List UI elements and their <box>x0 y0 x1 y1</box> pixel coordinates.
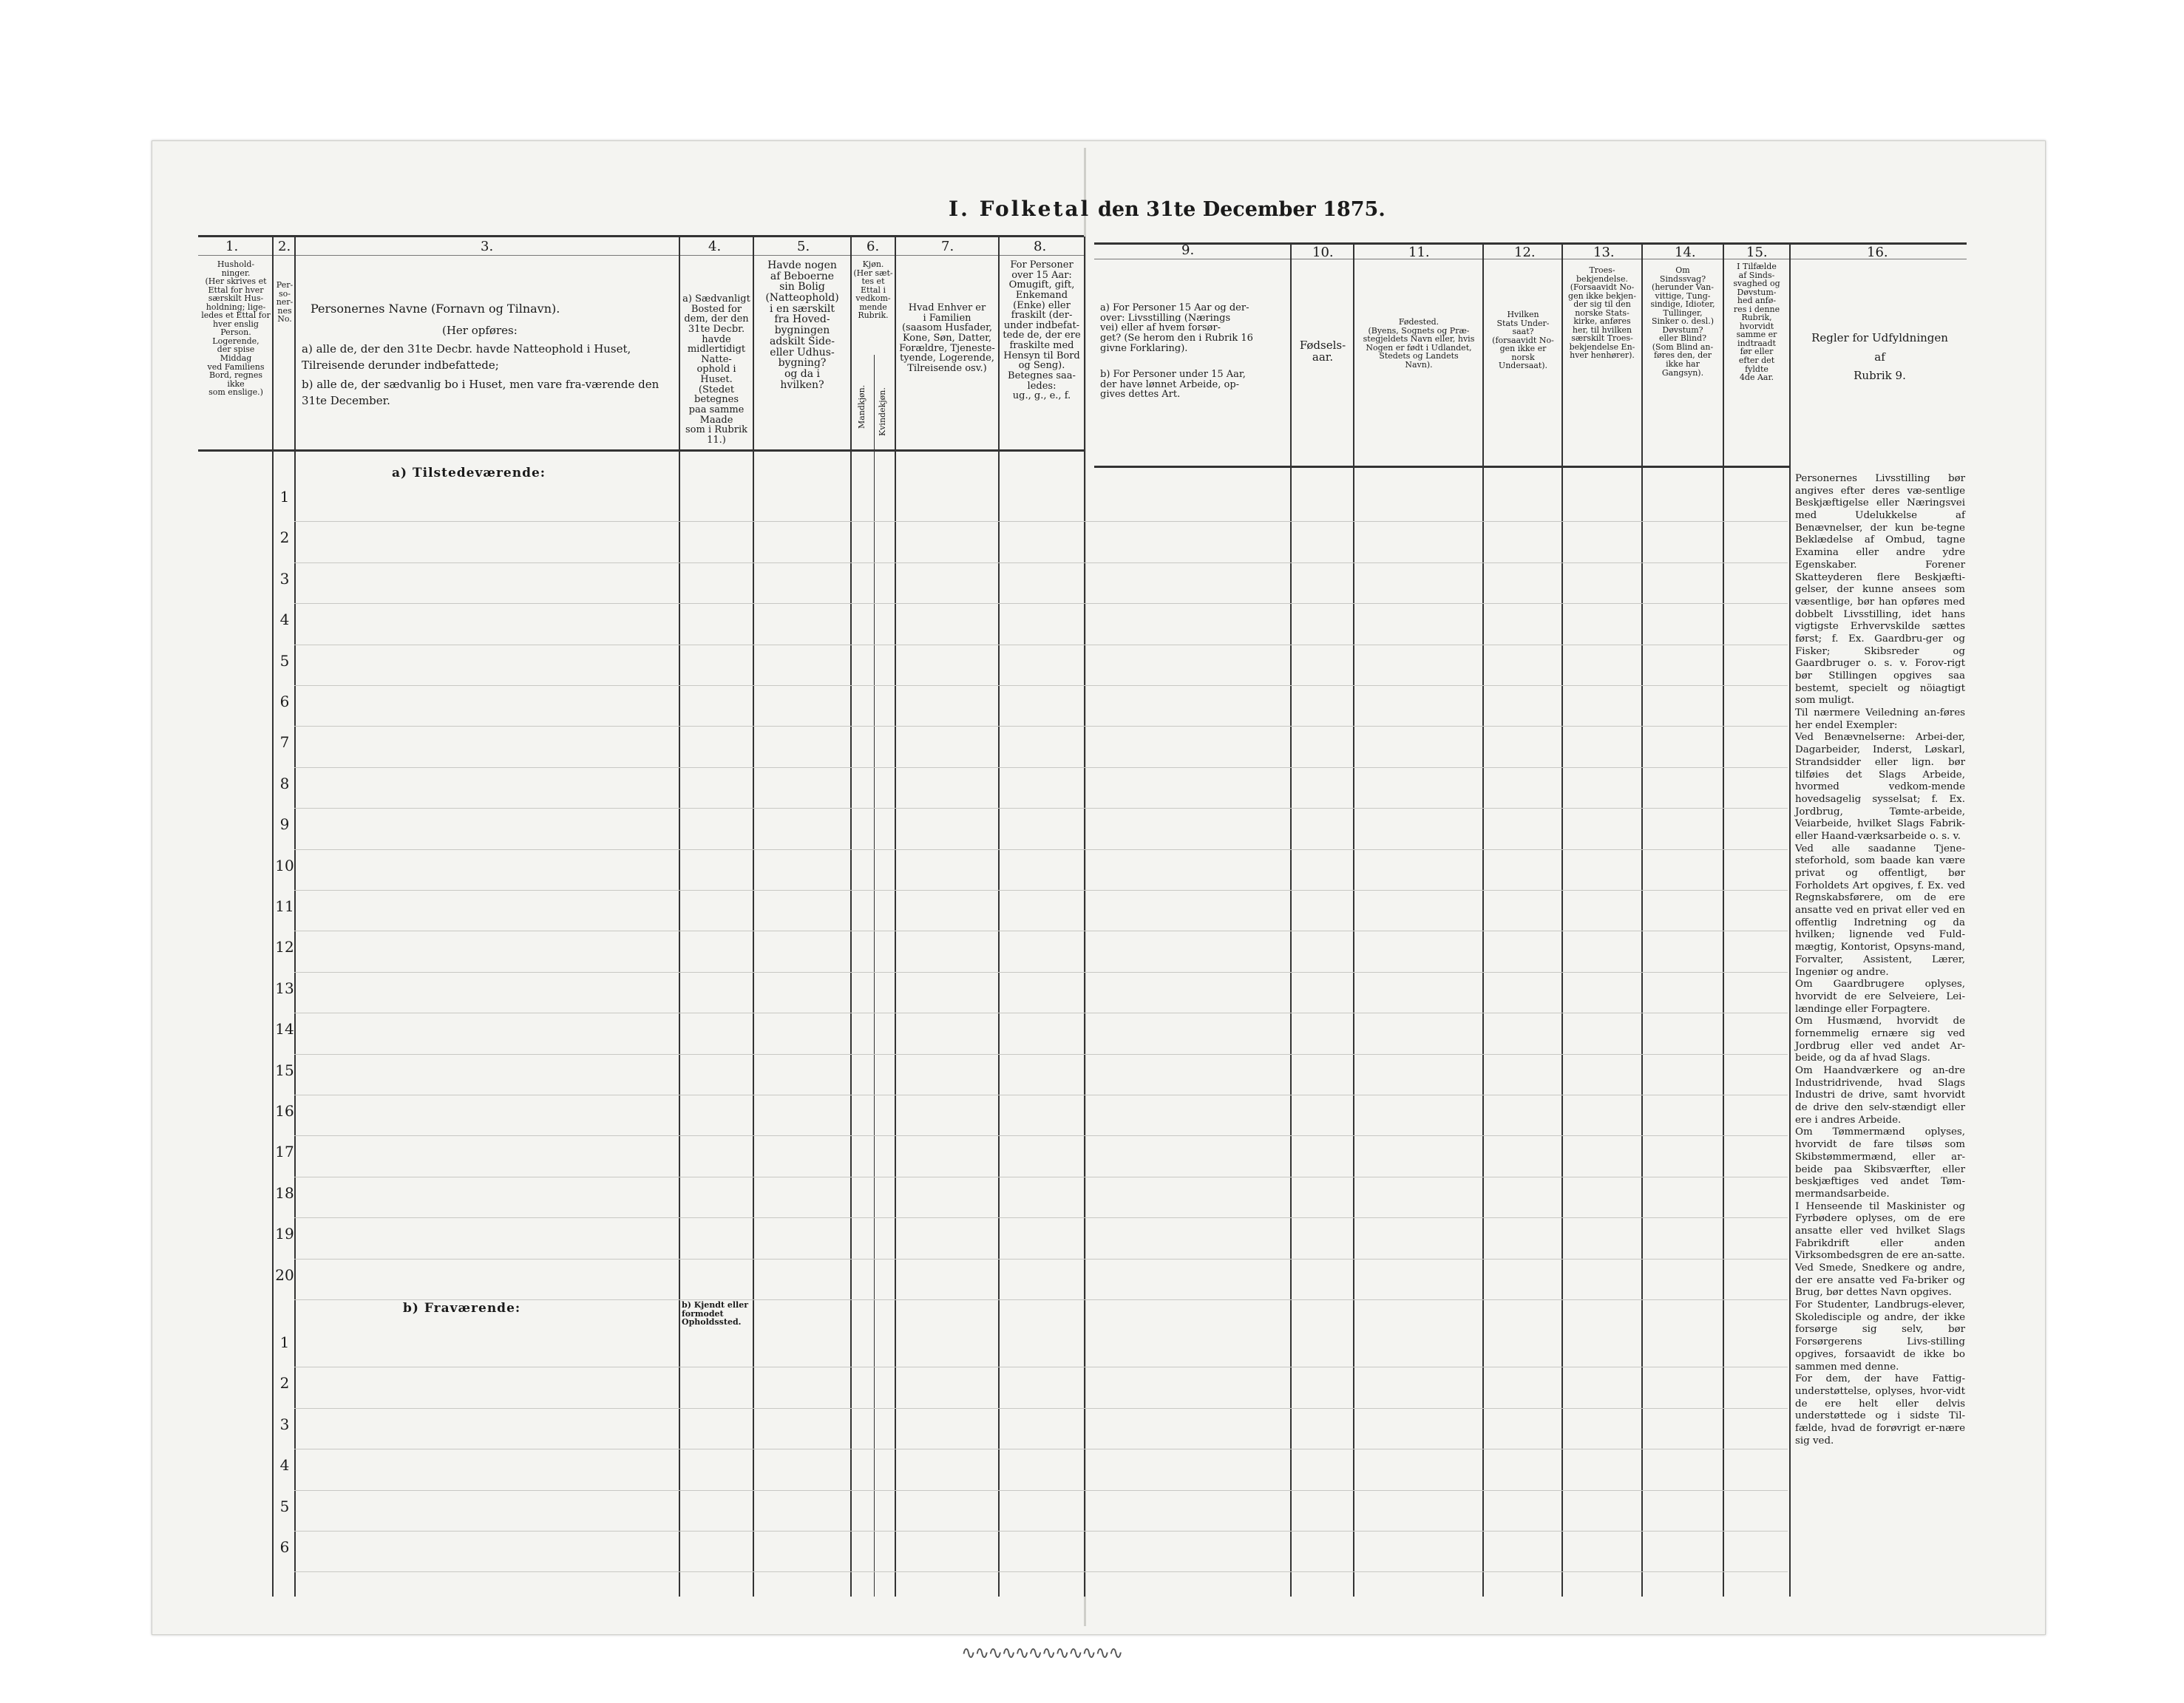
col-num-13: 13. <box>1593 245 1615 260</box>
present-row-number: 10 <box>275 856 294 874</box>
col-divider-15 <box>1789 244 1791 1597</box>
present-row-number: 13 <box>275 979 294 997</box>
col-num-3: 3. <box>481 239 494 254</box>
absent-row-number: 5 <box>279 1497 290 1515</box>
header-usual-residence: a) Sædvanligt Bosted for dem, der den 31te Decbr. havde midlertidigt Natte- ophold i Huset. (Stedet betegnes paa samme Maade som i Rubrik 11.) <box>682 293 750 446</box>
col-num-16: 16. <box>1867 245 1888 260</box>
col-number-rule-left <box>198 255 1084 256</box>
present-row-number: 4 <box>279 611 290 629</box>
absent-location-header: b) Kjendt eller formodet Opholdssted. <box>682 1300 749 1328</box>
col-num-8: 8. <box>1034 239 1047 254</box>
header-names-a: a) alle de, der den 31te Decbr. havde Natteophold i Huset, Tilreisende derunder indbefattede; <box>302 342 631 372</box>
col-num-14: 14. <box>1675 245 1696 260</box>
present-row-number: 12 <box>275 938 294 956</box>
present-row-number: 5 <box>279 651 290 670</box>
absent-row-number: 3 <box>279 1415 290 1433</box>
form-title-prefix: I. Folketal <box>949 197 1091 221</box>
present-row-rule <box>294 726 1788 727</box>
header-sex-male: Mandkjøn. <box>857 384 867 429</box>
col-num-1: 1. <box>225 239 239 254</box>
col-divider-2 <box>294 237 296 1597</box>
present-row-rule <box>294 1054 1788 1055</box>
section-absent: b) Fraværende: <box>403 1301 521 1316</box>
col-divider-7 <box>998 237 1000 1597</box>
present-row-number: 17 <box>275 1143 294 1161</box>
col-divider-10 <box>1353 244 1354 1597</box>
col-divider-13 <box>1641 244 1643 1597</box>
header-marital-status: For Personer over 15 Aar: Omugift, gift, Enkemand (Enke) eller fraskilt (der- under indbefat- tede de, der ere fraskilte med Hensyn til Bord og Seng). Betegnes saa- ledes: ug., g., e., f. <box>1003 259 1081 402</box>
header-sex: Kjøn. (Her sæt- tes et Ettal i vedkom- mende Rubrik. <box>853 259 893 321</box>
present-row-rule <box>294 890 1788 891</box>
present-row-number: 15 <box>275 1061 294 1079</box>
col-num-5: 5. <box>797 239 810 254</box>
present-row-number: 14 <box>275 1020 294 1039</box>
present-row-number: 18 <box>275 1183 294 1202</box>
present-row-rule <box>294 972 1788 973</box>
absent-row-rule <box>294 1408 1788 1409</box>
rules-text: Personernes Livsstilling bør angives efter deres væ-sentlige Beskjæftigelse eller Næringsvei med Udelukkelse af Benævnelser, der kun be-tegne Beklædelse af Ombud, tagne Examina eller andre ydre Egenskaber. Forener Skatteyderen flere Beskjæfti-gelser, der kunne ansees som væsentlige, bør han opføres med dobbelt Livsstilling, idet hans vigtigste Erhvervskilde sættes først; f. Ex. Gaardbru-ger og Fisker; Skibsreder og Gaardbruger o. s. v. Forov-rigt bør Stillingen opgives saa bestemt, specielt og nöiagtigt som muligt. Til nærmere Veiledning an-føres her endel Exempler: Ved Benævnelserne: Arbei-der, Dagarbeider, Inderst, Løskarl, Strandsidder eller lign. bør tilføies det Slags Arbeide, hvormed vedkom-mende hovedsagelig sysselsat; f. Ex. Jordbrug, Tømte-arbeide, Veiarbeide, hvilket Slags Fabrik- eller Haand-værksarbeide o. s. v. Ved alle saadanne Tjene-steforhold, som baade kan være privat og offentligt, bør Forholdets Art opgives, f. Ex. ved Regnskabsførere, om de ere ansatte ved en privat eller ved en offentlig Indretning og da hvilken; lignende ved Fuld-mægtig, Kontorist, Opsyns-mand, Forvalter, Assistent, Lærer, Ingeniør og andre. Om Gaardbrugere oplyses, hvorvidt de ere Selveiere, Lei-lændinge eller Forpagtere. Om Husmænd, hvorvidt de fornemmelig ernære sig ved Jordbrug eller ved andet Ar-beide, og da af hvad Slags. Om Haandværkere og an-dre Industridrivende, hvad Slags Industri de drive, samt hvorvidt de drive den selv-stændigt eller ere i andres Arbeide. Om Tømmermænd oplyses, hvorvidt de fare tilsøs som Skibstømmermænd, eller ar-beide paa Skibsværfter, eller beskjæftiges ved andet Tøm-mermandsarbeide. I Henseende til Maskinister og Fyrbødere oplyses, om de ere ansatte eller ved hvilket Slags Fabrikdrift eller anden Virksombedsgren de ere an-satte. Ved Smede, Snedkere og andre, der ere ansatte ved Fa-briker og Brug, bør dettes Navn opgives. For Studenter, Landbrugs-elever, Skoledisciple og andre, der ikke forsørge sig selv, bør Forsørgerens Livs-stilling opgives, forsaavidt de ikke bo sammen med denne. For dem, der have Fattig-understøttelse, oplyses, hvor-vidt de ere helt eller delvis understøttede og i sidste Til-fælde, hvad de forøvrigt er-nære sig ved. <box>1795 473 1965 1447</box>
col-divider-8 <box>1084 237 1085 1597</box>
present-row-number: 1 <box>279 488 290 506</box>
present-row-number: 19 <box>275 1225 294 1243</box>
col-num-2: 2. <box>278 239 291 254</box>
absent-row-number: 2 <box>279 1374 290 1393</box>
present-row-number: 7 <box>279 733 290 752</box>
col-num-11: 11. <box>1408 245 1430 260</box>
section-present: a) Tilstedeværende: <box>392 466 546 480</box>
header-side-building: Havde nogen af Beboerne sin Bolig (Natteophold) i en særskilt fra Hoved- bygningen adskilt Side- eller Udhus- bygning? og da i hvilken? <box>765 259 839 391</box>
signature-scribble: ∿∿∿∿∿∿∿∿∿∿∿∿ <box>961 1642 1122 1663</box>
absent-row-number: 6 <box>279 1538 290 1556</box>
absent-row-rule <box>294 1490 1788 1491</box>
present-row-rule <box>294 562 1788 563</box>
header-names-title: Personernes Navne (Fornavn og Tilnavn). <box>311 302 560 316</box>
present-row-number: 6 <box>279 693 290 710</box>
header-occupation-b: b) For Personer under 15 Aar, der have lønnet Arbeide, op- gives dettes Art. <box>1100 369 1246 401</box>
col-divider-3 <box>679 237 680 1597</box>
header-disability: Om Sindssvag? (herunder Van- vittige, Tung- sindige, Idioter, Tullinger, Sinker o. desl.) Døvstum? eller Blind? (Som Blind an- føres den, der ikke har Gangsyn). <box>1650 265 1715 378</box>
present-row-rule <box>294 1299 1788 1300</box>
present-row-number: 16 <box>275 1102 294 1120</box>
present-row-number: 11 <box>275 897 294 915</box>
present-row-rule <box>294 767 1788 768</box>
header-person-no: Per- so- ner- nes No. <box>276 280 294 324</box>
present-row-rule <box>294 521 1788 522</box>
present-row-rule <box>294 603 1788 604</box>
absent-row-number: 1 <box>279 1333 290 1351</box>
present-row-number: 3 <box>279 569 290 588</box>
absent-row-number: 4 <box>279 1456 290 1475</box>
present-row-rule <box>294 1259 1788 1260</box>
col-divider-12 <box>1561 244 1563 1597</box>
col-divider-6-sub <box>874 355 875 1597</box>
col-divider-1 <box>272 237 274 1597</box>
col-num-10: 10. <box>1312 245 1334 260</box>
col-num-9: 9. <box>1181 242 1195 258</box>
present-row-rule <box>294 685 1788 686</box>
header-birthplace: Fødested. (Byens, Sognets og Præ- stegjeldets Navn eller, hvis Nogen er født i Udlandet, Stedets og Landets Navn). <box>1363 317 1475 370</box>
form-title-date: den 31te December 1875. <box>1098 198 1386 221</box>
header-names-b: b) alle de, der sædvanlig bo i Huset, men vare fra-værende den 31te December. <box>302 378 659 407</box>
col-divider-11 <box>1482 244 1484 1597</box>
present-row-rule <box>294 1135 1788 1136</box>
present-row-number: 9 <box>279 815 290 834</box>
absent-row-rule <box>294 1531 1788 1532</box>
header-households: Hushold- ninger. (Her skrives et Ettal for hver særskilt Hus- holdning; lige- ledes et Ettal for hver enslig Person. Logerende, der spise Middag ved Familiens Bord, regnes ikke som enslige.) <box>201 259 271 398</box>
col-num-15: 15. <box>1746 245 1768 260</box>
col-num-7: 7. <box>941 239 954 254</box>
header-family-role: Hvad Enhver er i Familien (saasom Husfader, Kone, Søn, Datter, Forældre, Tjeneste- tyende, Logerende, Tilreisende osv.) <box>899 302 995 374</box>
col-num-12: 12. <box>1514 245 1536 260</box>
header-disability-onset: I Tilfælde af Sinds- svaghed og Døvstum- hed anfø- res i denne Rubrik, hvorvidt samme er indtraadt før eller efter det fyldte 4de Aar. <box>1733 262 1780 383</box>
col-divider-14 <box>1723 244 1724 1597</box>
present-row-rule <box>294 849 1788 850</box>
present-row-rule <box>294 808 1788 809</box>
col-num-4: 4. <box>708 239 722 254</box>
header-occupation-a: a) For Personer 15 Aar og der- over: Livsstilling (Nærings vei) eller af hvem forsør- get? (Se herom den i Rubrik 16 givne Forklaring). <box>1100 302 1253 354</box>
header-bottom-rule-right <box>1094 466 1789 468</box>
present-row-number: 2 <box>279 528 290 547</box>
header-religion: Troes- bekjendelse. (Forsaavidt No- gen ikke bekjen- der sig til den norske Stats- kirke, anføres her, til hvilken særskilt Troes- bekjendelse En- hver henhører). <box>1568 265 1636 361</box>
header-top-rule-left <box>198 235 1084 237</box>
header-citizenship: Hvilken Stats Under- saat? (forsaavidt No- gen ikke er norsk Undersaat). <box>1492 310 1554 371</box>
col-num-6: 6. <box>867 239 880 254</box>
col-divider-6 <box>895 237 896 1597</box>
header-rules: Regler for Udfyldningen af Rubrik 9. <box>1811 331 1948 382</box>
col-divider-9 <box>1290 244 1292 1597</box>
absent-row-rule <box>294 1571 1788 1572</box>
col-divider-5 <box>850 237 852 1597</box>
present-row-number: 20 <box>275 1265 294 1284</box>
header-sex-female: Kvindekjøn. <box>878 387 887 436</box>
header-bottom-rule-left <box>198 449 1084 452</box>
header-names-sub: (Her opføres: <box>442 324 518 337</box>
col-divider-4 <box>753 237 754 1597</box>
present-row-rule <box>294 1217 1788 1218</box>
present-row-number: 8 <box>279 774 290 792</box>
header-birth-year: Fødsels- aar. <box>1299 339 1346 364</box>
